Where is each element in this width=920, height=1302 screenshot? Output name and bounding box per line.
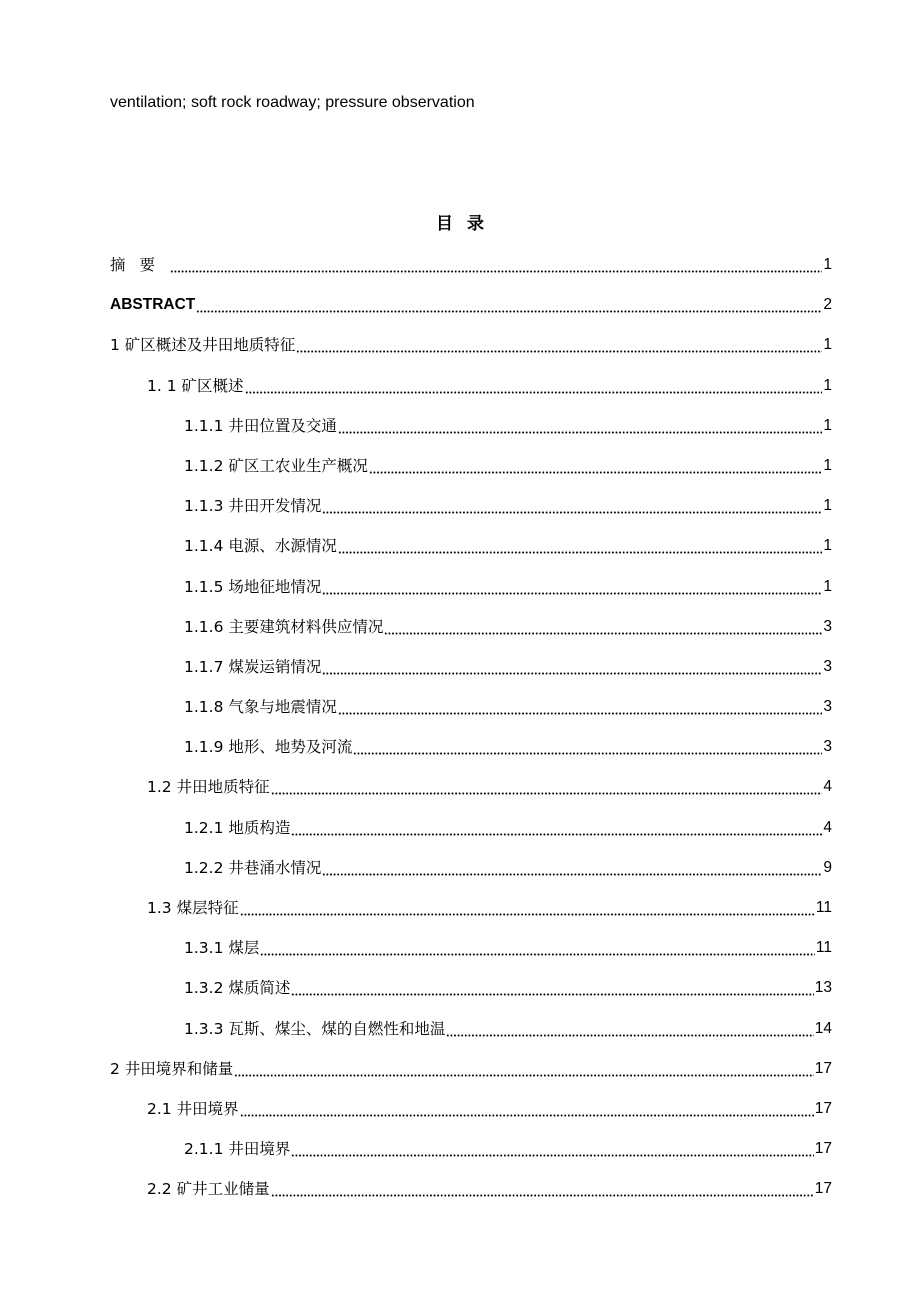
dot-leader (291, 817, 822, 839)
toc-entry-title: 1.3.2 煤质简述 (184, 979, 291, 998)
toc-entry[interactable] (0, 977, 920, 1017)
toc-entry-title: 1.3 煤层特征 (147, 899, 239, 917)
toc-entry-title: 2.1 井田境界 (147, 1099, 239, 1118)
toc-entry-title: 1. 1 矿区概述 (147, 376, 244, 395)
toc-page-number: 17 (814, 1059, 832, 1077)
dot-leader (322, 656, 822, 678)
toc-title: 目录 (436, 214, 498, 234)
toc-entry[interactable] (0, 696, 920, 736)
toc-entry[interactable] (0, 656, 920, 696)
toc-entry[interactable] (0, 576, 920, 616)
toc-entry-title: 1.1.4 电源、水源情况 (184, 537, 337, 556)
dot-leader (322, 857, 822, 879)
dot-leader (384, 616, 822, 638)
toc-entry[interactable] (0, 375, 920, 415)
toc-entry[interactable] (0, 937, 920, 977)
dot-leader (322, 495, 822, 517)
toc-entry-title: 1.2.1 地质构造 (184, 818, 291, 837)
toc-entry-title: 摘要 (110, 256, 170, 274)
toc-entry[interactable] (0, 495, 920, 535)
toc-entry[interactable] (0, 616, 920, 656)
toc-page-number: 2 (823, 296, 832, 314)
toc-page-number: 11 (815, 939, 832, 957)
toc-page-number: 1 (823, 336, 832, 354)
dot-leader (245, 375, 823, 397)
toc-entry[interactable] (0, 897, 920, 937)
dot-leader (296, 334, 822, 356)
toc-entry-title: 1 矿区概述及井田地质特征 (110, 336, 296, 355)
dot-leader (234, 1058, 813, 1080)
toc-entry[interactable] (0, 294, 920, 334)
dot-leader (369, 455, 823, 477)
dot-leader (271, 776, 823, 798)
dot-leader (338, 696, 823, 718)
toc-entry[interactable] (0, 1178, 920, 1218)
toc-entry[interactable] (0, 736, 920, 776)
toc-entry-title: 1.1.1 井田位置及交通 (184, 416, 337, 435)
toc-entry[interactable] (0, 857, 920, 897)
dot-leader (291, 977, 813, 999)
dot-leader (170, 254, 822, 276)
dot-leader (338, 535, 823, 557)
toc-page-number: 1 (823, 577, 832, 595)
toc-page-number: 9 (823, 858, 832, 876)
toc-page-number: 1 (823, 456, 832, 474)
toc-entry-title: 1.2.2 井巷涌水情况 (184, 858, 322, 877)
toc-entry[interactable] (0, 254, 920, 294)
toc-page-number: 1 (823, 537, 832, 555)
dot-leader (291, 1138, 813, 1160)
dot-leader (338, 415, 823, 437)
toc-page-number: 3 (823, 738, 832, 756)
toc-entry-title: ABSTRACT (110, 296, 196, 314)
toc-entry[interactable] (0, 1138, 920, 1178)
dot-leader (322, 576, 822, 598)
dot-leader (240, 897, 815, 919)
dot-leader (260, 937, 815, 959)
toc-entry[interactable] (0, 817, 920, 857)
toc-entry-title: 1.2 井田地质特征 (147, 778, 270, 797)
toc-entry[interactable] (0, 334, 920, 374)
toc-entry[interactable] (0, 415, 920, 455)
toc-page-number: 11 (815, 899, 832, 916)
toc-page-number: 4 (823, 778, 832, 796)
dot-leader (271, 1178, 814, 1200)
toc-entry[interactable] (0, 455, 920, 495)
toc-page-number: 17 (814, 1180, 832, 1198)
table-of-contents (0, 254, 920, 1219)
toc-entry-title: 1.1.3 井田开发情况 (184, 497, 322, 516)
dot-leader (196, 294, 822, 316)
toc-entry[interactable] (0, 1098, 920, 1138)
toc-entry[interactable] (0, 1018, 920, 1058)
toc-page-number: 17 (814, 1140, 832, 1158)
toc-page-number: 3 (823, 657, 832, 675)
toc-entry-title: 1.1.8 气象与地震情况 (184, 698, 337, 717)
toc-entry-title: 1.1.9 地形、地势及河流 (184, 738, 353, 757)
toc-entry-title: 1.1.5 场地征地情况 (184, 577, 322, 596)
dot-leader (446, 1018, 813, 1040)
toc-page-number: 4 (823, 818, 832, 836)
toc-entry[interactable] (0, 776, 920, 816)
toc-entry[interactable] (0, 1058, 920, 1098)
toc-entry-title: 1.3.3 瓦斯、煤尘、煤的自燃性和地温 (184, 1019, 446, 1038)
toc-page-number: 3 (823, 617, 832, 635)
toc-page-number: 1 (823, 376, 832, 394)
dot-leader (240, 1098, 814, 1120)
toc-entry-title: 2.1.1 井田境界 (184, 1140, 291, 1159)
toc-page-number: 17 (814, 1099, 832, 1117)
toc-page-number: 3 (823, 698, 832, 716)
toc-entry-title: 1.3.1 煤层 (184, 939, 260, 958)
toc-entry-title: 1.1.2 矿区工农业生产概况 (184, 456, 368, 475)
toc-entry[interactable] (0, 535, 920, 575)
keywords-line: ventilation; soft rock roadway; pressure observation (110, 94, 475, 111)
toc-page-number: 1 (823, 416, 832, 434)
toc-entry-title: 2 井田境界和储量 (110, 1059, 234, 1078)
toc-page-number: 1 (823, 497, 832, 515)
toc-page-number: 14 (814, 1019, 832, 1037)
toc-entry-title: 2.2 矿井工业储量 (147, 1180, 270, 1199)
toc-page-number: 13 (814, 979, 832, 997)
toc-entry-title: 1.1.7 煤炭运销情况 (184, 657, 322, 676)
dot-leader (353, 736, 822, 758)
toc-entry-title: 1.1.6 主要建筑材料供应情况 (184, 617, 384, 636)
toc-page-number: 1 (823, 256, 832, 273)
